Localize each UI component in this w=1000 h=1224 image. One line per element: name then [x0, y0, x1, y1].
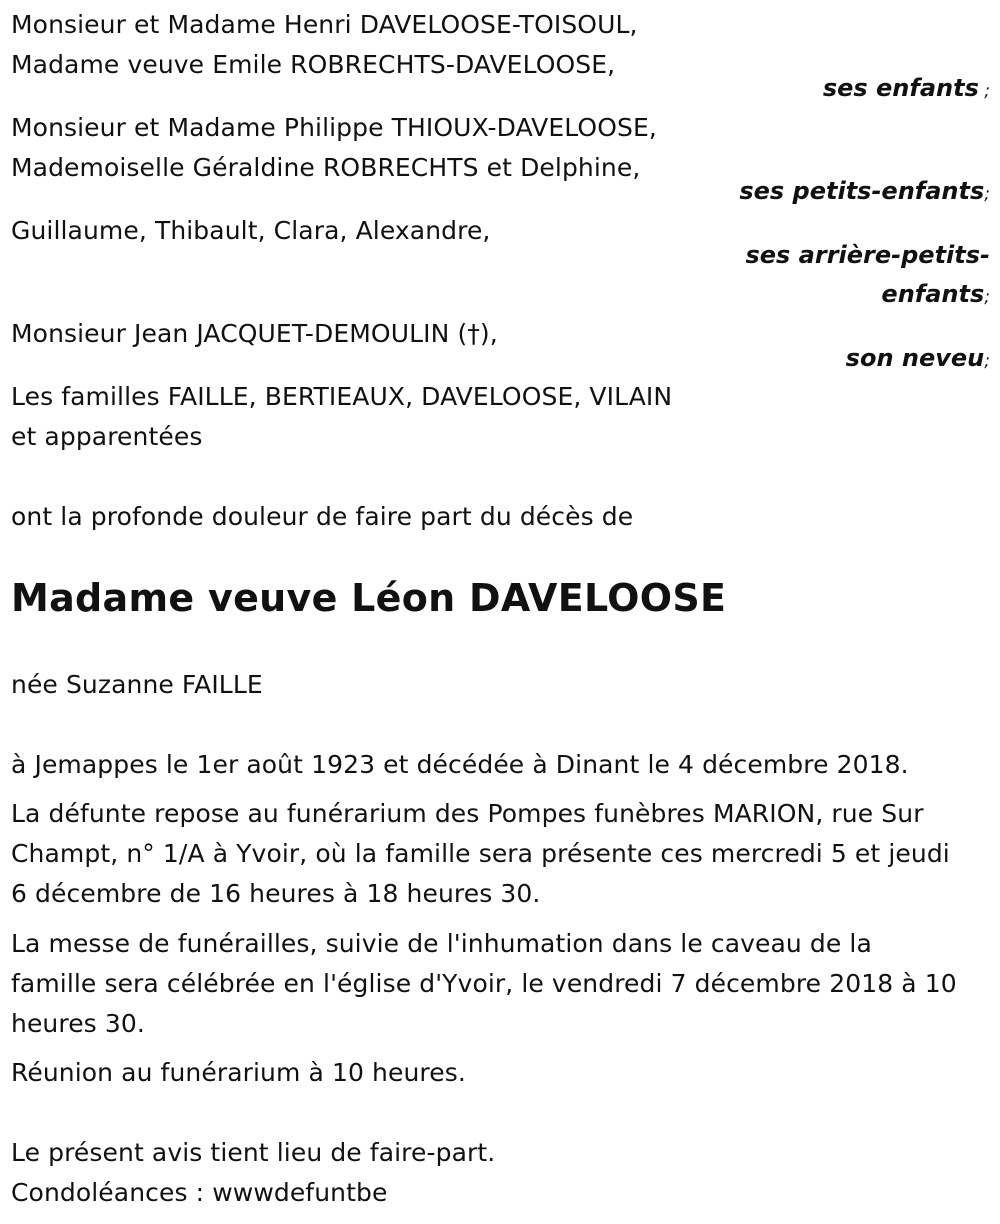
role-great-grandchildren-2	[881, 275, 990, 317]
role-children	[823, 69, 990, 111]
role-great-grandchildren-sep: ;	[984, 287, 990, 307]
family-line-relatives-1: Les familles FAILLE, BERTIEAUX, DAVELOOSE, VILAIN	[11, 382, 673, 411]
mass-line-3: heures 30.	[11, 1009, 145, 1038]
birth-name: née Suzanne FAILLE	[11, 670, 263, 699]
role-nephew-label: son neveu	[845, 344, 985, 372]
role-grandchildren	[739, 172, 990, 214]
role-nephew	[846, 339, 990, 381]
family-line-children-1: Monsieur et Madame Henri DAVELOOSE-TOISOUL,	[11, 10, 638, 39]
family-line-nephew-1: Monsieur Jean JACQUET-DEMOULIN (†),	[11, 319, 498, 348]
role-great-grandchildren-label: enfants	[881, 280, 985, 308]
family-line-relatives-2: et apparentées	[11, 422, 203, 451]
repose-line-2: Champt, n° 1/A à Yvoir, où la famille sera présente ces mercredi 5 et jeudi	[11, 839, 950, 868]
notice-line: Le présent avis tient lieu de faire-part.	[11, 1138, 496, 1167]
repose-line-3: 6 décembre de 16 heures à 18 heures 30.	[11, 879, 541, 908]
role-nephew-sep: ;	[984, 351, 990, 371]
role-children-sep: ;	[978, 81, 990, 101]
meeting-line: Réunion au funérarium à 10 heures.	[11, 1058, 466, 1087]
mass-line-1: La messe de funérailles, suivie de l'inhumation dans le caveau de la	[11, 929, 872, 958]
deceased-name: Madame veuve Léon DAVELOOSE	[11, 576, 727, 620]
family-line-grandchildren-2: Mademoiselle Géraldine ROBRECHTS et Delphine,	[11, 153, 641, 182]
role-children-label: ses enfants	[822, 74, 979, 102]
announcement-text: ont la profonde douleur de faire part du décès de	[11, 502, 634, 531]
condolences-line: Condoléances : wwwdefuntbe	[11, 1178, 388, 1207]
role-grandchildren-label: ses petits-enfants	[739, 177, 985, 205]
family-line-children-2: Madame veuve Emile ROBRECHTS-DAVELOOSE,	[11, 50, 616, 79]
birth-death-line: à Jemappes le 1er août 1923 et décédée à Dinant le 4 décembre 2018.	[11, 750, 909, 779]
role-great-grandchildren-1: ses arrière-petits-	[745, 241, 990, 269]
mass-line-2: famille sera célébrée en l'église d'Yvoir, le vendredi 7 décembre 2018 à 10	[11, 969, 957, 998]
family-line-grandchildren-1: Monsieur et Madame Philippe THIOUX-DAVELOOSE,	[11, 113, 657, 142]
role-grandchildren-sep: ;	[984, 184, 990, 204]
family-line-great-grandchildren-1: Guillaume, Thibault, Clara, Alexandre,	[11, 216, 491, 245]
repose-line-1: La défunte repose au funérarium des Pompes funèbres MARION, rue Sur	[11, 799, 924, 828]
